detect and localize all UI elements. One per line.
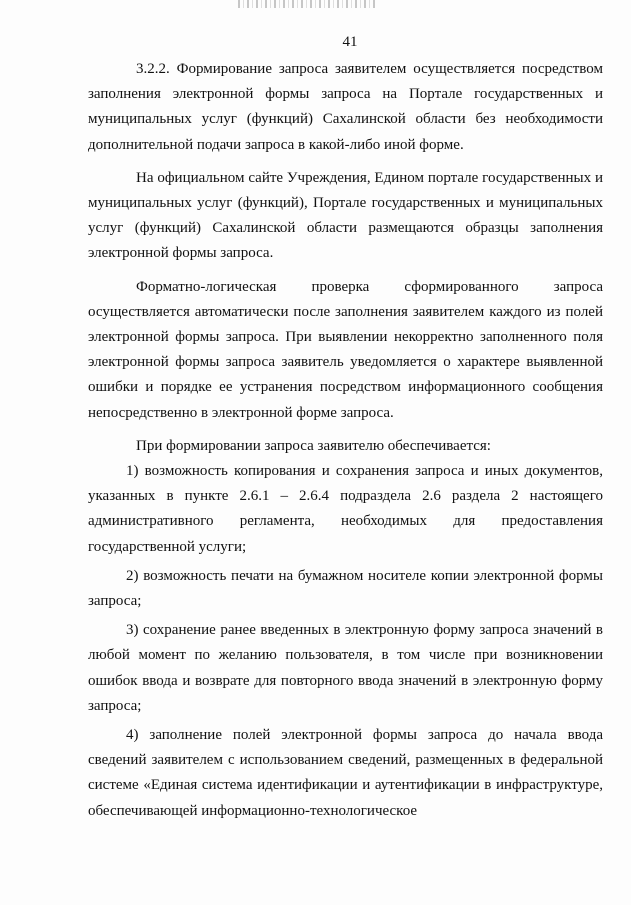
- list-item-prefill: 4) заполнение полей электронной формы запроса до начала ввода сведений заявителем с использованием сведений, размещенных в федеральной системе «Единая система идентификации и аутентификации в инфраструктуре, обеспечивающей информационно-технологическое: [88, 727, 603, 819]
- paragraph-3-2-2: 3.2.2. Формирование запроса заявителем осуществляется посредством заполнения электронной формы запроса на Портале государственных и муниципальных услуг (функций) Сахалинской области без необходимости дополнительной подачи запроса в какой-либо иной форме.: [88, 61, 603, 153]
- list-item-saving: 3) сохранение ранее введенных в электронную форму запроса значений в любой момент по желанию пользователя, в том числе при возникновении ошибок ввода и возврате для повторного ввода значений в электронную форму запроса;: [88, 622, 603, 714]
- scan-artifact: [238, 0, 378, 8]
- list-item-copying: 1) возможность копирования и сохранения запроса и иных документов, указанных в пункте 2.6.1 – 2.6.4 подраздела 2.6 раздела 2 настоящего административного регламента, необходимых для предоставления государственной услуги;: [88, 463, 603, 555]
- paragraph-provisions-intro: При формировании запроса заявителю обеспечивается:: [136, 437, 491, 454]
- page-number: 41: [342, 34, 358, 50]
- paragraph-sample-forms: На официальном сайте Учреждения, Едином портале государственных и муниципальных услуг (функций), Портале государственных и муниципальных услуг (функций) Сахалинской области размещаются образцы заполнения электронной формы запроса.: [88, 169, 603, 262]
- document-body: [88, 57, 603, 828]
- paragraph-format-check: Форматно-логическая проверка сформированного запроса осуществляется автоматически после заполнения заявителем каждого из полей электронной формы запроса. При выявлении некорректно заполненного поля электронной формы запроса заявитель уведомляется о характере выявленной ошибки и порядке ее устранения посредством информационного сообщения непосредственно в электронной форме запроса.: [88, 278, 603, 421]
- list-item-printing: 2) возможность печати на бумажном носителе копии электронной формы запроса;: [88, 567, 603, 610]
